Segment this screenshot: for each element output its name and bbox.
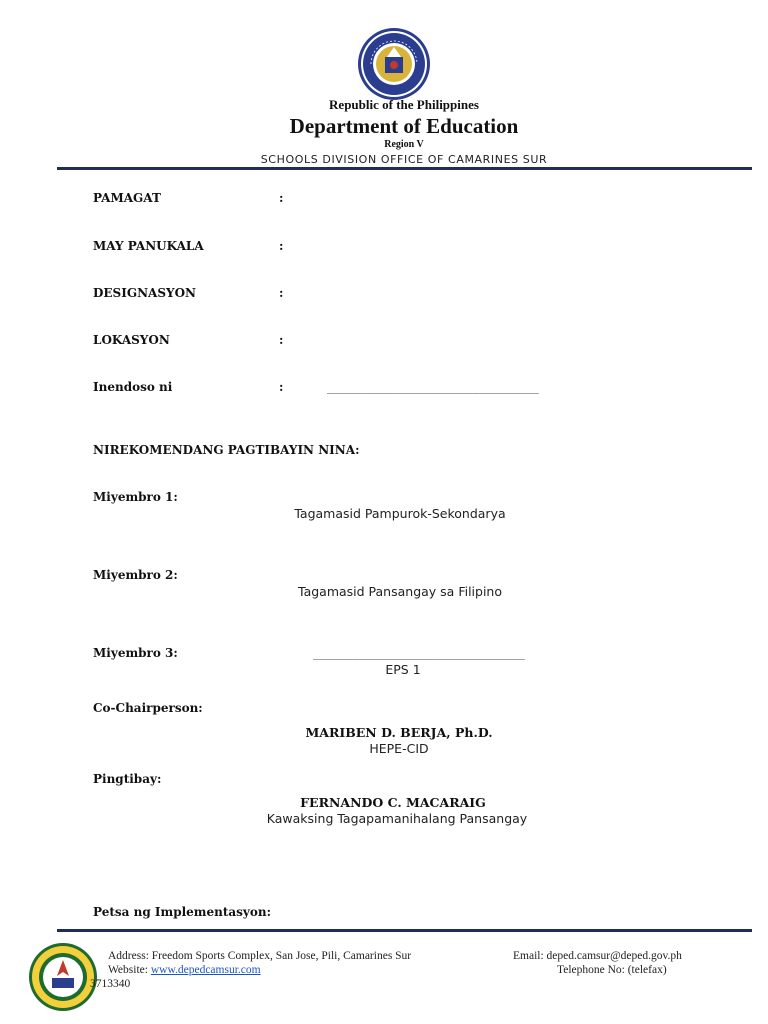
header-divider: [57, 167, 752, 170]
pamagat-colon: :: [279, 191, 284, 205]
footer-divider: [57, 929, 752, 932]
footer-phone-number: 3713340: [90, 978, 131, 990]
pamagat-label: PAMAGAT: [93, 191, 161, 205]
member2-label: Miyembro 2:: [93, 568, 178, 582]
member1-label: Miyembro 1:: [93, 490, 178, 504]
member3-signature-line: ________________________________: [313, 647, 525, 660]
cochair-title: HEPE-CID: [369, 741, 429, 756]
sdo-camsur-logo-icon: [28, 942, 98, 1012]
footer-website: [108, 964, 261, 976]
may-panukala-colon: :: [279, 239, 284, 253]
website-label: Website:: [108, 964, 151, 976]
member3-label: Miyembro 3:: [93, 646, 178, 660]
member3-title: EPS 1: [385, 662, 421, 677]
footer-email: Email: deped.camsur@deped.gov.ph: [513, 950, 682, 962]
footer-address: Address: Freedom Sports Complex, San Jose, Pili, Camarines Sur: [108, 950, 412, 962]
approver-title: Kawaksing Tagapamanihalang Pansangay: [266, 811, 528, 826]
recommend-heading: NIREKOMENDANG PAGTIBAYIN NINA:: [93, 443, 360, 457]
lokasyon-colon: :: [279, 333, 284, 347]
website-link[interactable]: www.depedcamsur.com: [150, 964, 261, 976]
member1-title: Tagamasid Pampurok-Sekondarya: [294, 506, 506, 521]
department-heading: Department of Education: [289, 114, 519, 138]
may-panukala-label: MAY PANUKALA: [93, 239, 204, 253]
implementation-date-label: Petsa ng Implementasyon:: [93, 905, 272, 919]
lokasyon-label: LOKASYON: [93, 333, 170, 347]
republic-heading: Republic of the Philippines: [329, 97, 479, 112]
designasyon-label: DESIGNASYON: [93, 286, 197, 300]
footer-telephone: Telephone No: (telefax): [557, 964, 667, 976]
cochair-label: Co-Chairperson:: [93, 701, 203, 715]
member2-title: Tagamasid Pansangay sa Filipino: [298, 584, 502, 599]
division-heading: SCHOOLS DIVISION OFFICE OF CAMARINES SUR: [260, 153, 548, 166]
inendoso-signature-line: ________________________________: [327, 381, 539, 394]
deped-seal-icon: [357, 27, 431, 101]
inendoso-label: Inendoso ni: [93, 380, 173, 394]
cochair-name: MARIBEN D. BERJA, Ph.D.: [305, 725, 493, 740]
designasyon-colon: :: [279, 286, 284, 300]
region-heading: Region V: [384, 139, 424, 150]
approve-label: Pingtibay:: [93, 772, 162, 786]
approver-name: FERNANDO C. MACARAIG: [300, 795, 486, 810]
inendoso-colon: :: [279, 380, 284, 394]
